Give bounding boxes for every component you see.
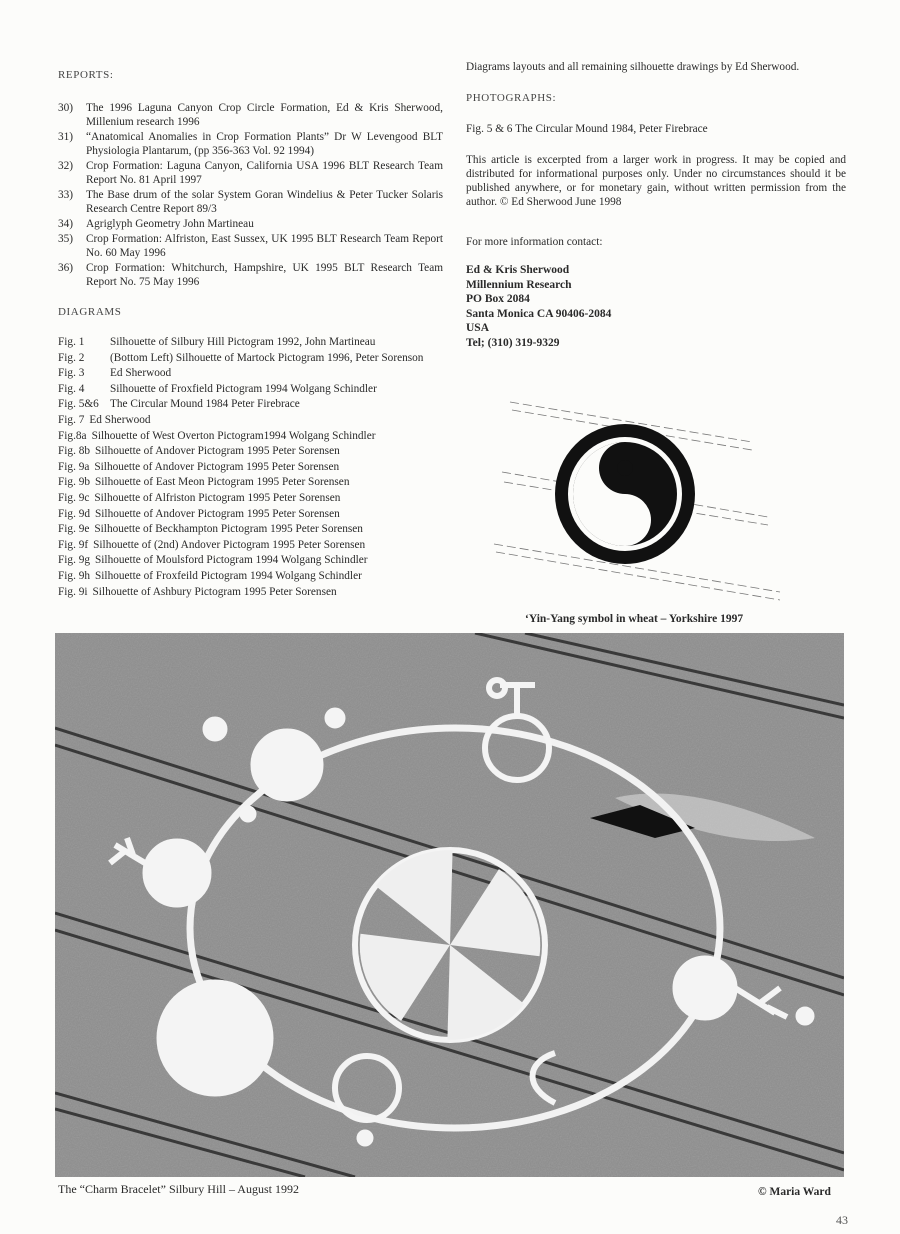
diagram-text: Silhouette of Alfriston Pictogram 1995 Peter Sorensen [94,491,341,504]
report-number: 31) [58,131,74,143]
reports-heading: REPORTS: [58,69,114,81]
diagram-figure-label: Fig. 9d [58,507,91,520]
diagram-figure-label: Fig. 8b [58,445,91,458]
diagram-item [58,413,443,429]
diagram-figure-label: Fig. 9b [58,476,91,489]
diagram-text: Silhouette of West Overton Pictogram1994 Wolgang Schindler [91,429,376,442]
diagram-figure-label: Fig.8a [58,429,87,442]
contact-org: Millennium Research [466,278,572,291]
report-number: 34) [58,218,74,230]
contact-intro: For more information contact: [466,236,603,248]
diagram-figure-label: Fig. 9e [58,523,90,536]
diagram-figure-label: Fig. 2 [58,351,85,364]
diagram-item [58,397,443,413]
diagram-item [58,382,443,398]
report-number: 32) [58,160,74,172]
diagram-text: Silhouette of Ashbury Pictogram 1995 Peter Sorensen [92,585,337,598]
contact-telephone: Tel; (310) 319-9329 [466,336,560,349]
report-item [58,130,443,158]
diagram-figure-label: Fig. 9h [58,569,91,582]
report-item [58,188,443,216]
photo-credit: © Maria Ward [758,1186,831,1198]
charm-bracelet-photo [55,633,844,1177]
report-text: Crop Formation: Laguna Canyon, California USA 1996 BLT Research Team Report No. 81 April 1997 [86,160,443,186]
diagram-item [58,460,443,476]
report-item [58,232,443,260]
diagram-text: Silhouette of Beckhampton Pictogram 1995 Peter Sorensen [94,523,363,536]
diagrams-heading: DIAGRAMS [58,306,122,318]
contact-country: USA [466,322,490,335]
photographs-heading: PHOTOGRAPHS: [466,92,557,104]
diagram-item [58,538,443,554]
report-item [58,261,443,289]
diagram-item [58,522,443,538]
left-column [58,68,443,600]
diagram-text: Silhouette of (2nd) Andover Pictogram 1995 Peter Sorensen [93,538,366,551]
diagram-item [58,429,443,445]
report-number: 30) [58,102,74,114]
right-column [466,60,846,351]
diagram-item [58,335,443,351]
diagram-figure-label: Fig. 9c [58,491,90,504]
diagrams-list [58,335,443,600]
diagram-figure-label: Fig. 4 [58,382,85,395]
report-item [58,217,443,231]
diagram-item [58,366,443,382]
report-number: 33) [58,189,74,201]
diagram-item [58,444,443,460]
report-item [58,159,443,187]
diagram-text: Silhouette of Andover Pictogram 1995 Peter Sorensen [95,507,340,520]
photo-caption: The “Charm Bracelet” Silbury Hill – August 1992 [58,1182,299,1196]
report-text: The Base drum of the solar System Goran Windelius & Peter Tucker Solaris Research Centre Report 89/3 [86,189,443,215]
diagram-text: (Bottom Left) Silhouette of Martock Pictogram 1996, Peter Sorenson [110,351,424,364]
diagram-figure-label: Fig. 9a [58,460,90,473]
diagram-text: Silhouette of Froxfield Pictogram 1994 Wolgang Schindler [110,382,377,395]
diagram-text: Silhouette of Andover Pictogram 1995 Peter Sorensen [95,445,340,458]
contact-po-box: PO Box 2084 [466,293,530,306]
diagram-figure-label: Fig. 3 [58,367,85,380]
report-text: “Anatomical Anomalies in Crop Formation Plants” Dr W Levengood BLT Physiologia Plantarum, (pp 356-363 Vol. 92 1994) [86,131,443,157]
diagram-text: Silhouette of Froxfeild Pictogram 1994 Wolgang Schindler [95,569,362,582]
diagram-figure-label: Fig. 7 [58,413,85,426]
report-text: Crop Formation: Whitchurch, Hampshire, UK 1995 BLT Research Team Report No. 75 May 1996 [86,262,443,288]
contact-city: Santa Monica CA 90406-2084 [466,307,612,320]
diagram-text: Silhouette of Silbury Hill Pictogram 1992, John Martineau [110,336,376,348]
copyright-notice: This article is excerpted from a larger work in progress. It may be copied and distributed for informational purposes only. Under no circumstances should it be published anywhere, or for monetary gain, without written permission from the author. © Ed Sherwood June 1998 [466,154,846,208]
diagram-text: Ed Sherwood [110,367,172,380]
diagram-item [58,553,443,569]
diagram-item [58,585,443,601]
diagram-figure-label: Fig. 9i [58,585,88,598]
diagram-figure-label: Fig. 1 [58,336,85,348]
diagram-figure-label: Fig. 5&6 [58,398,99,411]
diagram-item [58,351,443,367]
report-number: 35) [58,233,74,245]
contact-block [466,263,846,351]
diagram-figure-label: Fig. 9g [58,554,91,567]
page-number: 43 [836,1213,848,1227]
diagram-text: Ed Sherwood [89,413,151,426]
diagram-text: Silhouette of Moulsford Pictogram 1994 Wolgang Schindler [95,554,368,567]
diagram-item [58,569,443,585]
report-item [58,101,443,129]
report-text: Crop Formation: Alfriston, East Sussex, UK 1995 BLT Research Team Report No. 60 May 1996 [86,233,443,259]
diagram-text: Silhouette of East Meon Pictogram 1995 Peter Sorensen [95,476,350,489]
diagrams-credit: Diagrams layouts and all remaining silhouette drawings by Ed Sherwood. [466,61,800,73]
reports-list [58,101,443,289]
yin-yang-icon [555,424,695,564]
contact-names: Ed & Kris Sherwood [466,264,570,276]
diagram-item [58,491,443,507]
diagram-figure-label: Fig. 9f [58,538,89,551]
photographs-text: Fig. 5 & 6 The Circular Mound 1984, Peter Firebrace [466,123,708,135]
diagram-text: The Circular Mound 1984 Peter Firebrace [110,398,300,411]
report-number: 36) [58,262,74,274]
report-text: The 1996 Laguna Canyon Crop Circle Formation, Ed & Kris Sherwood, Millenium research 1996 [86,102,443,128]
yin-yang-photo [490,392,790,607]
yin-yang-caption: ‘Yin-Yang symbol in wheat – Yorkshire 1997 [525,613,744,625]
diagram-text: Silhouette of Andover Pictogram 1995 Peter Sorensen [94,460,340,473]
report-text: Agriglyph Geometry John Martineau [86,218,254,230]
diagram-item [58,507,443,523]
diagram-item [58,475,443,491]
